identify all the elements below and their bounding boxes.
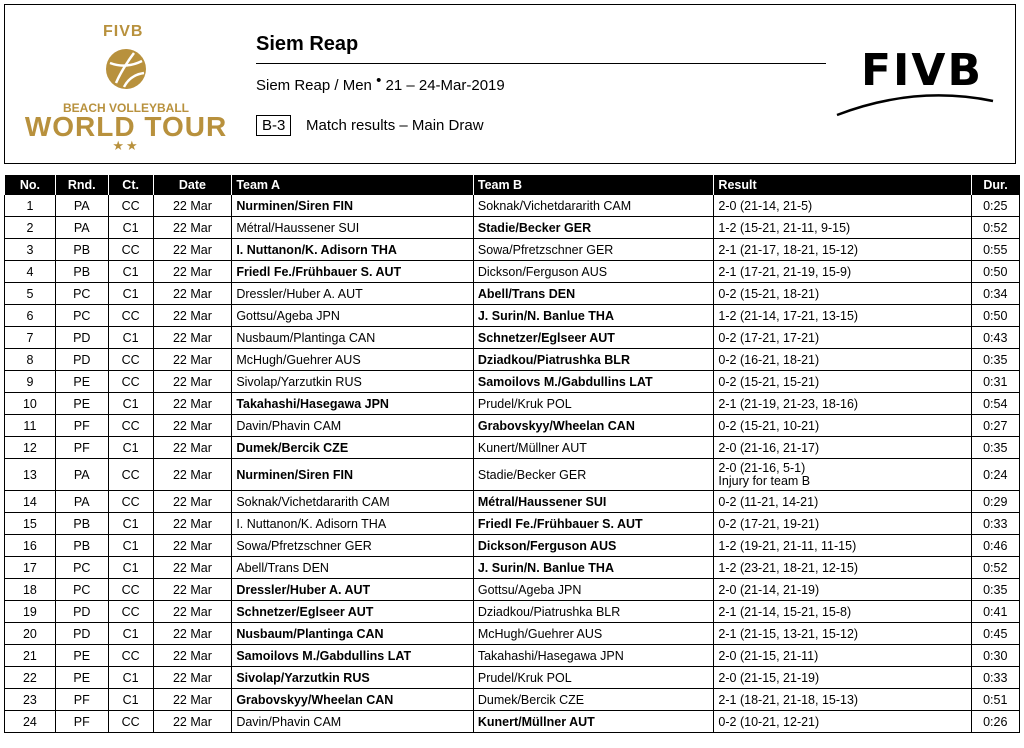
team-b-cell: Gottsu/Ageba JPN	[473, 579, 714, 601]
table-row	[5, 557, 1020, 579]
table-row	[5, 667, 1020, 689]
table-body	[5, 195, 1020, 733]
round-cell: PE	[55, 645, 108, 667]
duration-cell: 0:35	[971, 349, 1019, 371]
match-result-cell: 0-2 (11-21, 14-21)	[714, 491, 971, 513]
match-date-cell: 22 Mar	[153, 415, 232, 437]
match-result-cell: 2-0 (21-14, 21-5)	[714, 195, 971, 217]
fivb-logo	[835, 45, 995, 119]
table-row	[5, 195, 1020, 217]
round-cell: PD	[55, 623, 108, 645]
match-number-cell: 15	[5, 513, 56, 535]
col-no: No.	[5, 175, 56, 195]
subtitle-bullet: •	[376, 72, 382, 89]
team-b-cell: Friedl Fe./Frühbauer S. AUT	[473, 513, 714, 535]
round-cell: PB	[55, 261, 108, 283]
team-a-cell: Nusbaum/Plantinga CAN	[232, 623, 474, 645]
team-b-cell: Stadie/Becker GER	[473, 459, 714, 491]
match-result-cell: 2-0 (21-15, 21-11)	[714, 645, 971, 667]
duration-cell: 0:27	[971, 415, 1019, 437]
team-b-cell: Prudel/Kruk POL	[473, 393, 714, 415]
match-date-cell: 22 Mar	[153, 283, 232, 305]
duration-cell: 0:41	[971, 601, 1019, 623]
match-date-cell: 22 Mar	[153, 623, 232, 645]
table-row	[5, 437, 1020, 459]
round-cell: PE	[55, 371, 108, 393]
court-cell: C1	[108, 327, 153, 349]
duration-cell: 0:50	[971, 305, 1019, 327]
team-b-cell: Dickson/Ferguson AUS	[473, 261, 714, 283]
round-cell: PD	[55, 349, 108, 371]
table-header-row	[5, 175, 1020, 195]
round-cell: PF	[55, 415, 108, 437]
team-a-cell: Nurminen/Siren FIN	[232, 459, 474, 491]
court-cell: C1	[108, 689, 153, 711]
court-cell: CC	[108, 645, 153, 667]
team-b-cell: Sowa/Pfretzschner GER	[473, 239, 714, 261]
match-result-cell: 2-1 (21-14, 15-21, 15-8)	[714, 601, 971, 623]
court-cell: C1	[108, 217, 153, 239]
round-cell: PA	[55, 217, 108, 239]
round-cell: PB	[55, 535, 108, 557]
team-b-cell: Dumek/Bercik CZE	[473, 689, 714, 711]
duration-cell: 0:46	[971, 535, 1019, 557]
round-cell: PA	[55, 459, 108, 491]
court-cell: CC	[108, 305, 153, 327]
result-score: 2-0 (21-16, 5-1)	[718, 460, 806, 475]
match-number-cell: 1	[5, 195, 56, 217]
team-a-cell: Schnetzer/Eglseer AUT	[232, 601, 474, 623]
match-result-cell: 2-1 (21-19, 21-23, 18-16)	[714, 393, 971, 415]
team-b-cell: Stadie/Becker GER	[473, 217, 714, 239]
match-date-cell: 22 Mar	[153, 645, 232, 667]
match-number-cell: 23	[5, 689, 56, 711]
table-row	[5, 261, 1020, 283]
court-cell: CC	[108, 415, 153, 437]
court-cell: C1	[108, 283, 153, 305]
round-cell: PF	[55, 689, 108, 711]
duration-cell: 0:43	[971, 327, 1019, 349]
event-subtitle	[256, 72, 505, 94]
team-a-cell: Grabovskyy/Wheelan CAN	[232, 689, 474, 711]
court-cell: CC	[108, 349, 153, 371]
team-a-cell: Dressler/Huber A. AUT	[232, 579, 474, 601]
match-result-cell: 1-2 (15-21, 21-11, 9-15)	[714, 217, 971, 239]
round-cell: PE	[55, 667, 108, 689]
match-date-cell: 22 Mar	[153, 261, 232, 283]
table-row	[5, 371, 1020, 393]
col-result: Result	[714, 175, 971, 195]
col-team-b: Team B	[473, 175, 714, 195]
col-rnd: Rnd.	[55, 175, 108, 195]
match-date-cell: 22 Mar	[153, 239, 232, 261]
table-row	[5, 513, 1020, 535]
match-result-cell: 1-2 (19-21, 21-11, 11-15)	[714, 535, 971, 557]
match-date-cell: 22 Mar	[153, 491, 232, 513]
court-cell: CC	[108, 459, 153, 491]
team-b-cell: Dziadkou/Piatrushka BLR	[473, 601, 714, 623]
court-cell: CC	[108, 239, 153, 261]
duration-cell: 0:55	[971, 239, 1019, 261]
match-result-cell: 0-2 (15-21, 15-21)	[714, 371, 971, 393]
team-b-cell: Abell/Trans DEN	[473, 283, 714, 305]
team-a-cell: I. Nuttanon/K. Adisorn THA	[232, 239, 474, 261]
duration-cell: 0:25	[971, 195, 1019, 217]
result-note: Injury for team B	[718, 473, 811, 488]
match-result-cell: 2-1 (21-17, 18-21, 15-12)	[714, 239, 971, 261]
team-b-cell: Kunert/Müllner AUT	[473, 711, 714, 733]
volleyball-icon	[104, 47, 148, 91]
table-row	[5, 283, 1020, 305]
court-cell: C1	[108, 261, 153, 283]
duration-cell: 0:52	[971, 217, 1019, 239]
team-b-cell: Dziadkou/Piatrushka BLR	[473, 349, 714, 371]
court-cell: C1	[108, 557, 153, 579]
team-b-cell: Schnetzer/Eglseer AUT	[473, 327, 714, 349]
match-result-cell	[714, 459, 971, 491]
match-date-cell: 22 Mar	[153, 349, 232, 371]
court-cell: C1	[108, 393, 153, 415]
round-cell: PC	[55, 283, 108, 305]
match-number-cell: 17	[5, 557, 56, 579]
duration-cell: 0:34	[971, 283, 1019, 305]
team-b-cell: Kunert/Müllner AUT	[473, 437, 714, 459]
team-a-cell: Davin/Phavin CAM	[232, 415, 474, 437]
duration-cell: 0:33	[971, 667, 1019, 689]
team-a-cell: Gottsu/Ageba JPN	[232, 305, 474, 327]
table-row	[5, 217, 1020, 239]
round-cell: PD	[55, 601, 108, 623]
table-row	[5, 645, 1020, 667]
team-a-cell: Nurminen/Siren FIN	[232, 195, 474, 217]
court-cell: C1	[108, 513, 153, 535]
world-tour-logo	[11, 19, 241, 153]
table-row	[5, 305, 1020, 327]
match-result-cell: 2-0 (21-14, 21-19)	[714, 579, 971, 601]
match-number-cell: 22	[5, 667, 56, 689]
court-cell: C1	[108, 437, 153, 459]
fivb-swoosh-icon	[835, 91, 995, 117]
team-a-cell: Sowa/Pfretzschner GER	[232, 535, 474, 557]
team-b-cell: McHugh/Guehrer AUS	[473, 623, 714, 645]
logo-stars: ★★	[112, 138, 140, 153]
team-a-cell: Dressler/Huber A. AUT	[232, 283, 474, 305]
duration-cell: 0:50	[971, 261, 1019, 283]
team-a-cell: Métral/Haussener SUI	[232, 217, 474, 239]
team-b-cell: Dickson/Ferguson AUS	[473, 535, 714, 557]
page-title: Siem Reap	[256, 33, 359, 55]
duration-cell: 0:33	[971, 513, 1019, 535]
team-a-cell: I. Nuttanon/K. Adisorn THA	[232, 513, 474, 535]
round-cell: PA	[55, 195, 108, 217]
logo-line2: WORLD TOUR	[24, 111, 228, 142]
duration-cell: 0:24	[971, 459, 1019, 491]
duration-cell: 0:45	[971, 623, 1019, 645]
match-number-cell: 14	[5, 491, 56, 513]
duration-cell: 0:52	[971, 557, 1019, 579]
table-row	[5, 601, 1020, 623]
match-result-cell: 0-2 (17-21, 17-21)	[714, 327, 971, 349]
duration-cell: 0:54	[971, 393, 1019, 415]
match-number-cell: 16	[5, 535, 56, 557]
round-cell: PF	[55, 711, 108, 733]
match-result-cell: 2-1 (17-21, 21-19, 15-9)	[714, 261, 971, 283]
team-b-cell: Takahashi/Hasegawa JPN	[473, 645, 714, 667]
team-b-cell: Samoilovs M./Gabdullins LAT	[473, 371, 714, 393]
match-result-cell: 0-2 (17-21, 19-21)	[714, 513, 971, 535]
match-result-cell: 2-1 (21-15, 13-21, 15-12)	[714, 623, 971, 645]
match-date-cell: 22 Mar	[153, 579, 232, 601]
match-result-cell: 0-2 (15-21, 10-21)	[714, 415, 971, 437]
round-cell: PC	[55, 305, 108, 327]
court-cell: C1	[108, 623, 153, 645]
match-number-cell: 12	[5, 437, 56, 459]
round-cell: PB	[55, 239, 108, 261]
match-result-cell: 2-0 (21-15, 21-19)	[714, 667, 971, 689]
match-number-cell: 19	[5, 601, 56, 623]
match-date-cell: 22 Mar	[153, 371, 232, 393]
team-b-cell: Soknak/Vichetdararith CAM	[473, 195, 714, 217]
match-result-cell: 2-0 (21-16, 21-17)	[714, 437, 971, 459]
team-b-cell: Grabovskyy/Wheelan CAN	[473, 415, 714, 437]
court-cell: CC	[108, 491, 153, 513]
match-number-cell: 7	[5, 327, 56, 349]
team-a-cell: Samoilovs M./Gabdullins LAT	[232, 645, 474, 667]
match-number-cell: 8	[5, 349, 56, 371]
title-divider	[256, 63, 826, 64]
match-number-cell: 13	[5, 459, 56, 491]
match-number-cell: 20	[5, 623, 56, 645]
match-number-cell: 11	[5, 415, 56, 437]
team-a-cell: Dumek/Bercik CZE	[232, 437, 474, 459]
match-number-cell: 9	[5, 371, 56, 393]
team-a-cell: Sivolap/Yarzutkin RUS	[232, 371, 474, 393]
team-a-cell: McHugh/Guehrer AUS	[232, 349, 474, 371]
subtitle-dates: 21 – 24-Mar-2019	[385, 77, 505, 94]
team-b-cell: J. Surin/N. Banlue THA	[473, 557, 714, 579]
match-date-cell: 22 Mar	[153, 557, 232, 579]
match-number-cell: 10	[5, 393, 56, 415]
match-number-cell: 6	[5, 305, 56, 327]
table-row	[5, 623, 1020, 645]
court-cell: CC	[108, 195, 153, 217]
match-number-cell: 2	[5, 217, 56, 239]
table-row	[5, 459, 1020, 491]
round-cell: PD	[55, 327, 108, 349]
match-date-cell: 22 Mar	[153, 535, 232, 557]
match-result-cell: 2-1 (18-21, 21-18, 15-13)	[714, 689, 971, 711]
duration-cell: 0:31	[971, 371, 1019, 393]
match-result-cell: 0-2 (15-21, 18-21)	[714, 283, 971, 305]
table-row	[5, 239, 1020, 261]
subtitle-event: Siem Reap / Men	[256, 77, 372, 94]
court-cell: CC	[108, 711, 153, 733]
match-result-cell: 1-2 (23-21, 18-21, 12-15)	[714, 557, 971, 579]
match-date-cell: 22 Mar	[153, 711, 232, 733]
round-cell: PB	[55, 513, 108, 535]
duration-cell: 0:30	[971, 645, 1019, 667]
court-cell: CC	[108, 371, 153, 393]
duration-cell: 0:29	[971, 491, 1019, 513]
court-cell: C1	[108, 535, 153, 557]
match-date-cell: 22 Mar	[153, 689, 232, 711]
round-cell: PE	[55, 393, 108, 415]
team-b-cell: Métral/Haussener SUI	[473, 491, 714, 513]
round-cell: PA	[55, 491, 108, 513]
document-title: Match results – Main Draw	[306, 117, 484, 134]
team-a-cell: Sivolap/Yarzutkin RUS	[232, 667, 474, 689]
duration-cell: 0:35	[971, 437, 1019, 459]
table-row	[5, 535, 1020, 557]
round-cell: PC	[55, 557, 108, 579]
match-result-cell: 1-2 (21-14, 17-21, 13-15)	[714, 305, 971, 327]
table-row	[5, 711, 1020, 733]
match-date-cell: 22 Mar	[153, 601, 232, 623]
court-cell: CC	[108, 579, 153, 601]
table-row	[5, 689, 1020, 711]
col-date: Date	[153, 175, 232, 195]
match-number-cell: 4	[5, 261, 56, 283]
match-date-cell: 22 Mar	[153, 217, 232, 239]
round-cell: PC	[55, 579, 108, 601]
duration-cell: 0:51	[971, 689, 1019, 711]
court-cell: C1	[108, 667, 153, 689]
document-code: B-3	[256, 115, 291, 136]
team-a-cell: Nusbaum/Plantinga CAN	[232, 327, 474, 349]
match-number-cell: 3	[5, 239, 56, 261]
col-ct: Ct.	[108, 175, 153, 195]
team-b-cell: J. Surin/N. Banlue THA	[473, 305, 714, 327]
logo-fivb-text: FIVB	[103, 23, 144, 40]
table-row	[5, 415, 1020, 437]
table-row	[5, 579, 1020, 601]
match-date-cell: 22 Mar	[153, 305, 232, 327]
match-number-cell: 21	[5, 645, 56, 667]
team-b-cell: Prudel/Kruk POL	[473, 667, 714, 689]
match-date-cell: 22 Mar	[153, 327, 232, 349]
match-date-cell: 22 Mar	[153, 437, 232, 459]
table-row	[5, 393, 1020, 415]
team-a-cell: Davin/Phavin CAM	[232, 711, 474, 733]
logo-line1: BEACH VOLLEYBALL	[63, 101, 189, 115]
table-row	[5, 327, 1020, 349]
table-row	[5, 349, 1020, 371]
team-a-cell: Friedl Fe./Frühbauer S. AUT	[232, 261, 474, 283]
match-number-cell: 24	[5, 711, 56, 733]
match-result-cell: 0-2 (16-21, 18-21)	[714, 349, 971, 371]
round-cell: PF	[55, 437, 108, 459]
match-date-cell: 22 Mar	[153, 667, 232, 689]
report-header	[4, 4, 1016, 164]
match-date-cell: 22 Mar	[153, 459, 232, 491]
match-result-cell: 0-2 (10-21, 12-21)	[714, 711, 971, 733]
duration-cell: 0:26	[971, 711, 1019, 733]
match-number-cell: 18	[5, 579, 56, 601]
match-date-cell: 22 Mar	[153, 393, 232, 415]
col-dur: Dur.	[971, 175, 1019, 195]
court-cell: CC	[108, 601, 153, 623]
match-results-table	[4, 175, 1020, 733]
team-a-cell: Takahashi/Hasegawa JPN	[232, 393, 474, 415]
match-date-cell: 22 Mar	[153, 195, 232, 217]
match-number-cell: 5	[5, 283, 56, 305]
table-row	[5, 491, 1020, 513]
team-a-cell: Soknak/Vichetdararith CAM	[232, 491, 474, 513]
match-date-cell: 22 Mar	[153, 513, 232, 535]
duration-cell: 0:35	[971, 579, 1019, 601]
fivb-logo-text: FIVB	[861, 45, 984, 96]
col-team-a: Team A	[232, 175, 474, 195]
team-a-cell: Abell/Trans DEN	[232, 557, 474, 579]
